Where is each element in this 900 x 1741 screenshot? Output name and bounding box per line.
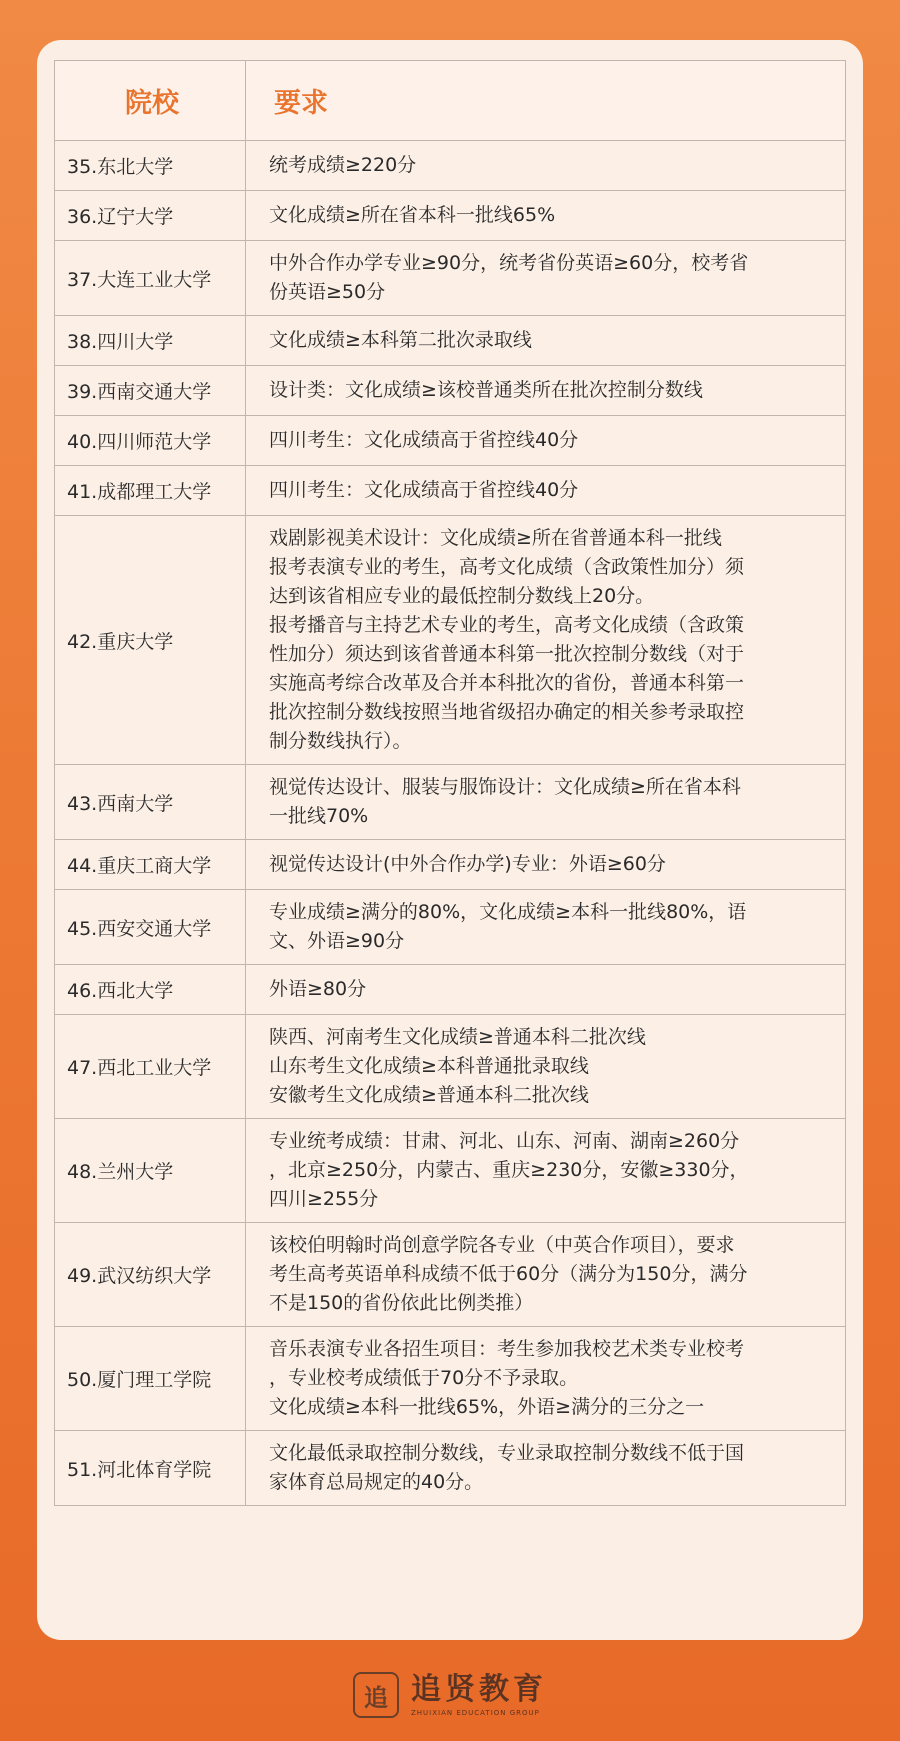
requirement-line: 家体育总局规定的40分。: [269, 1471, 484, 1493]
school-cell: 51.河北体育学院: [55, 1431, 246, 1506]
header-school: 院校: [55, 61, 246, 141]
table-row: [55, 241, 846, 316]
table-row: [55, 366, 846, 416]
school-cell: 50.厦门理工学院: [55, 1327, 246, 1431]
table-row: [55, 466, 846, 516]
requirement-line: 四川考生：文化成绩高于省控线40分: [269, 479, 579, 501]
school-cell: 39.西南交通大学: [55, 366, 246, 416]
school-cell: 49.武汉纺织大学: [55, 1223, 246, 1327]
brand-text: [411, 1672, 547, 1718]
requirement-line: 文化成绩≥本科第二批次录取线: [269, 329, 532, 351]
school-cell: 35.东北大学: [55, 141, 246, 191]
requirement-line: 文化成绩≥本科一批线65%，外语≥满分的三分之一: [269, 1396, 705, 1418]
requirement-line: 视觉传达设计(中外合作办学)专业：外语≥60分: [269, 853, 666, 875]
table-row: [55, 890, 846, 965]
requirement-line: 陕西、河南考生文化成绩≥普通本科二批次线: [269, 1026, 646, 1048]
requirement-cell: [246, 965, 846, 1015]
table-row: [55, 965, 846, 1015]
requirement-line: 四川≥255分: [269, 1188, 379, 1210]
requirement-line: 性加分）须达到该省普通本科第一批次控制分数线（对于: [269, 643, 745, 665]
school-cell: 37.大连工业大学: [55, 241, 246, 316]
requirement-line: 不是150的省份依此比例类推）: [269, 1292, 534, 1314]
requirement-line: 中外合作办学专业≥90分，统考省份英语≥60分，校考省: [269, 252, 749, 274]
school-cell: 45.西安交通大学: [55, 890, 246, 965]
brand-logo-icon: [353, 1672, 399, 1718]
requirement-cell: [246, 516, 846, 765]
brand-name-en: ZHUIXIAN EDUCATION GROUP: [411, 1709, 540, 1717]
requirement-line: 制分数线执行）。: [269, 730, 412, 752]
requirement-line: 份英语≥50分: [269, 281, 386, 303]
table-row: [55, 1223, 846, 1327]
requirements-card: [37, 40, 863, 1640]
header-requirement: 要求: [246, 61, 846, 141]
requirement-line: 设计类：文化成绩≥该校普通类所在批次控制分数线: [269, 379, 703, 401]
table-row: [55, 840, 846, 890]
school-cell: 48.兰州大学: [55, 1119, 246, 1223]
requirement-cell: [246, 466, 846, 516]
requirement-line: 达到该省相应专业的最低控制分数线上20分。: [269, 585, 655, 607]
requirement-line: 安徽考生文化成绩≥普通本科二批次线: [269, 1084, 589, 1106]
requirement-line: 一批线70%: [269, 805, 369, 827]
requirement-line: 统考成绩≥220分: [269, 154, 417, 176]
requirement-line: 文、外语≥90分: [269, 930, 405, 952]
requirement-line: 报考表演专业的考生，高考文化成绩（含政策性加分）须: [269, 556, 745, 578]
requirement-cell: [246, 765, 846, 840]
table-row: [55, 1327, 846, 1431]
requirement-line: 专业成绩≥满分的80%，文化成绩≥本科一批线80%，语: [269, 901, 747, 923]
brand-footer: [0, 1660, 900, 1730]
brand-name-cn: 追贤教育: [411, 1672, 547, 1707]
requirement-line: ，北京≥250分，内蒙古、重庆≥230分，安徽≥330分，: [269, 1159, 749, 1181]
table-header-row: [55, 61, 846, 141]
requirement-cell: [246, 141, 846, 191]
requirement-line: 专业统考成绩：甘肃、河北、山东、河南、湖南≥260分: [269, 1130, 740, 1152]
school-cell: 36.辽宁大学: [55, 191, 246, 241]
requirement-cell: [246, 316, 846, 366]
brand-logo-glyph: 追: [364, 1683, 388, 1712]
table-row: [55, 1015, 846, 1119]
requirement-cell: [246, 1327, 846, 1431]
requirement-line: 批次控制分数线按照当地省级招办确定的相关参考录取控: [269, 701, 745, 723]
table-row: [55, 191, 846, 241]
requirement-line: 文化成绩≥所在省本科一批线65%: [269, 204, 556, 226]
school-cell: 44.重庆工商大学: [55, 840, 246, 890]
table-row: [55, 316, 846, 366]
school-cell: 43.西南大学: [55, 765, 246, 840]
table-row: [55, 1431, 846, 1506]
school-cell: 40.四川师范大学: [55, 416, 246, 466]
requirement-cell: [246, 241, 846, 316]
requirement-cell: [246, 840, 846, 890]
requirement-line: 四川考生：文化成绩高于省控线40分: [269, 429, 579, 451]
requirement-line: 实施高考综合改革及合并本科批次的省份，普通本科第一: [269, 672, 745, 694]
requirement-line: 文化最低录取控制分数线，专业录取控制分数线不低于国: [269, 1442, 745, 1464]
school-cell: 46.西北大学: [55, 965, 246, 1015]
requirement-line: 戏剧影视美术设计：文化成绩≥所在省普通本科一批线: [269, 527, 722, 549]
school-cell: 42.重庆大学: [55, 516, 246, 765]
table-row: [55, 1119, 846, 1223]
requirement-line: 音乐表演专业各招生项目：考生参加我校艺术类专业校考: [269, 1338, 745, 1360]
requirement-line: 山东考生文化成绩≥本科普通批录取线: [269, 1055, 589, 1077]
requirement-cell: [246, 366, 846, 416]
table-row: [55, 516, 846, 765]
requirement-cell: [246, 1223, 846, 1327]
requirement-line: 视觉传达设计、服装与服饰设计：文化成绩≥所在省本科: [269, 776, 741, 798]
requirement-line: 该校伯明翰时尚创意学院各专业（中英合作项目），要求: [269, 1234, 735, 1256]
table-row: [55, 416, 846, 466]
table-row: [55, 765, 846, 840]
requirement-cell: [246, 191, 846, 241]
school-cell: 38.四川大学: [55, 316, 246, 366]
school-cell: 41.成都理工大学: [55, 466, 246, 516]
requirement-line: ，专业校考成绩低于70分不予录取。: [269, 1367, 579, 1389]
table-body: [55, 141, 846, 1506]
table-row: [55, 141, 846, 191]
requirement-cell: [246, 1119, 846, 1223]
requirement-cell: [246, 1431, 846, 1506]
requirement-cell: [246, 1015, 846, 1119]
requirements-table: [54, 60, 846, 1506]
requirement-cell: [246, 890, 846, 965]
requirement-line: 外语≥80分: [269, 978, 367, 1000]
school-cell: 47.西北工业大学: [55, 1015, 246, 1119]
requirement-line: 考生高考英语单科成绩不低于60分（满分为150分，满分: [269, 1263, 748, 1285]
requirement-cell: [246, 416, 846, 466]
requirement-line: 报考播音与主持艺术专业的考生，高考文化成绩（含政策: [269, 614, 745, 636]
